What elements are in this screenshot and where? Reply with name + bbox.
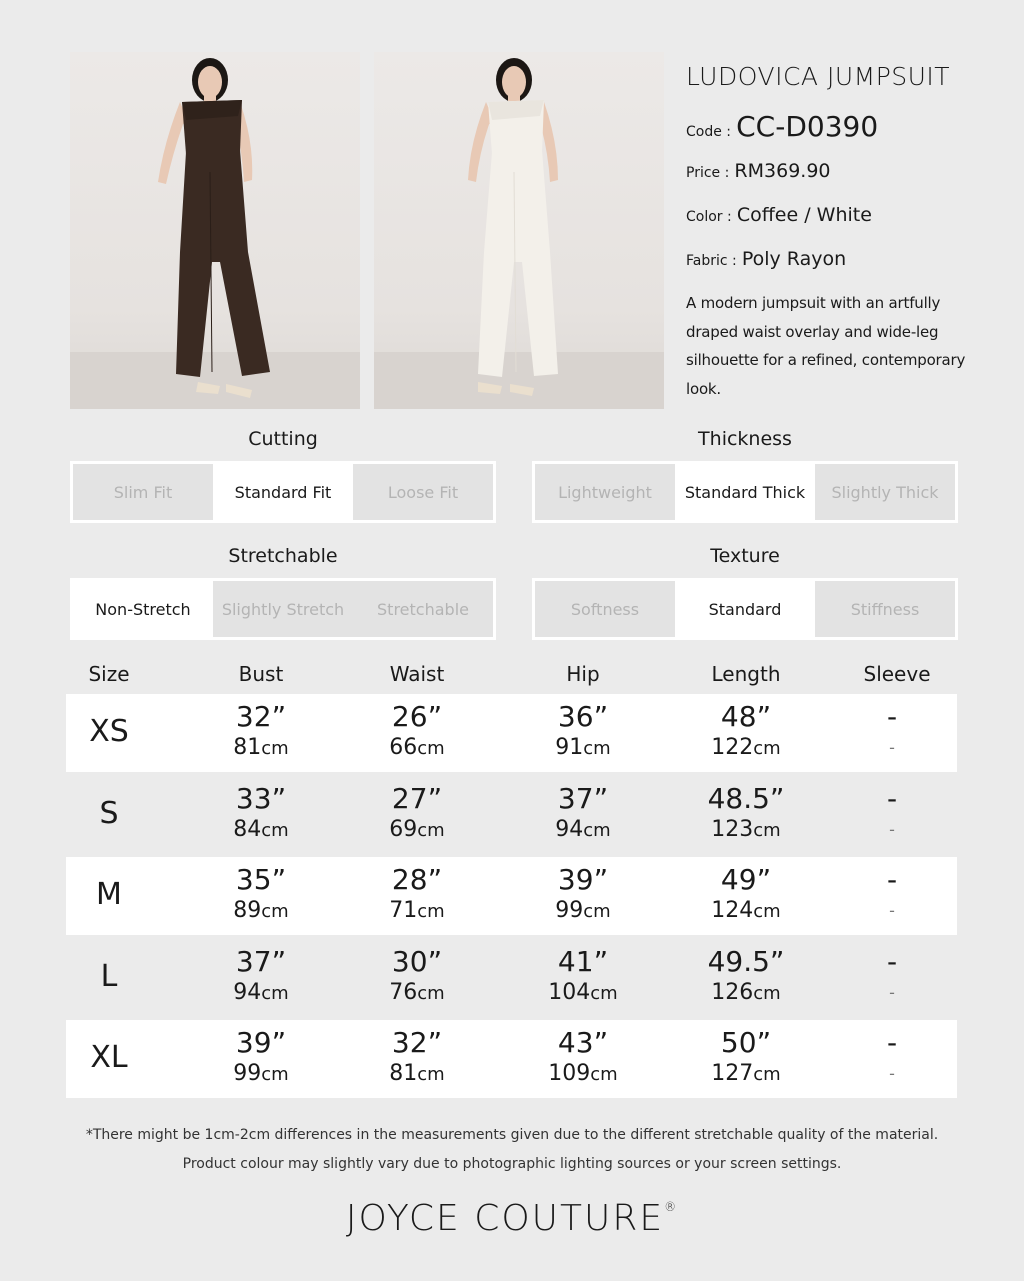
length-cm (711, 1060, 780, 1089)
inch-unit: ” (271, 782, 287, 815)
cm-unit: cm (417, 901, 445, 922)
sleeve-cm-value: - (889, 901, 895, 920)
product-photo-coffee (70, 52, 360, 409)
hip-cm (548, 1060, 617, 1089)
size-chart-header (66, 662, 957, 692)
length-inches (711, 1026, 780, 1060)
sleeve-inches-value: - (886, 945, 898, 978)
bust-inches (233, 1026, 288, 1060)
size-label: XS (89, 714, 129, 749)
length-inches-value: 48.5 (707, 782, 770, 815)
cm-unit: cm (753, 1064, 781, 1085)
bust-cm-value: 94 (233, 980, 262, 1005)
sleeve-cell (887, 782, 897, 844)
coffee-jumpsuit-illustration (70, 52, 360, 409)
product-fabric: Poly Rayon (741, 248, 847, 270)
inch-unit: ” (427, 1026, 443, 1059)
hip-cm-value: 104 (548, 980, 591, 1005)
hip-cm (555, 734, 610, 763)
waist-cm (389, 897, 444, 926)
thickness-title: Thickness (698, 428, 792, 450)
hip-inches-value: 37 (557, 782, 594, 815)
product-color: Coffee / White (736, 204, 872, 226)
bust-cell (233, 863, 288, 926)
product-color-row (686, 204, 872, 226)
length-cm-value: 127 (711, 1061, 754, 1086)
header-hip: Hip (566, 662, 600, 686)
thickness-option-lightweight: Lightweight (535, 464, 675, 520)
inch-unit: ” (769, 782, 785, 815)
cm-unit: cm (261, 983, 289, 1004)
brand-logo (0, 1198, 1024, 1239)
inch-unit: ” (271, 700, 287, 733)
waist-inches-value: 30 (391, 945, 428, 978)
length-cell (711, 1026, 780, 1089)
cm-unit: cm (590, 1064, 618, 1085)
sleeve-inches (887, 863, 897, 897)
hip-cm-value: 91 (555, 735, 584, 760)
waist-cell (389, 945, 444, 1008)
bust-cm-value: 99 (233, 1061, 262, 1086)
sleeve-cell (887, 1026, 897, 1088)
length-cm-value: 124 (711, 898, 754, 923)
cutting-option-standard-fit: Standard Fit (213, 464, 353, 520)
cm-unit: cm (417, 820, 445, 841)
inch-unit: ” (593, 863, 609, 896)
stretchable-option-non-stretch: Non-Stretch (73, 581, 213, 637)
registered-mark: ® (664, 1200, 679, 1214)
sleeve-cm (887, 897, 897, 925)
hip-inches (555, 782, 610, 816)
stretchable-title: Stretchable (228, 545, 338, 567)
hip-inches-value: 36 (557, 700, 594, 733)
sleeve-inches-value: - (886, 782, 898, 815)
cm-unit: cm (753, 901, 781, 922)
length-cell (708, 945, 785, 1008)
length-cm (711, 734, 780, 763)
bust-inches (233, 863, 288, 897)
waist-cm (389, 979, 444, 1008)
product-description: A modern jumpsuit with an artfully draped waist overlay and wide-leg silhouette for a refined, contemporary look. (686, 294, 966, 398)
bust-cm (233, 1060, 288, 1089)
length-cm (711, 897, 780, 926)
length-cm-value: 126 (711, 980, 754, 1005)
stretchable-option-stretchable: Stretchable (353, 581, 493, 637)
length-cm (708, 979, 785, 1008)
sleeve-inches-value: - (886, 863, 898, 896)
stretchable-selector (70, 578, 496, 640)
thickness-option-standard-thick: Standard Thick (675, 464, 815, 520)
cutting-title: Cutting (248, 428, 318, 450)
sleeve-inches (887, 782, 897, 816)
cm-unit: cm (753, 738, 781, 759)
waist-cm (389, 734, 444, 763)
hip-inches-value: 41 (557, 945, 594, 978)
inch-unit: ” (427, 700, 443, 733)
cm-unit: cm (261, 901, 289, 922)
hip-cell (555, 782, 610, 845)
cm-unit: cm (583, 901, 611, 922)
inch-unit: ” (756, 863, 772, 896)
bust-cm-value: 81 (233, 735, 262, 760)
cm-unit: cm (583, 820, 611, 841)
hip-cell (555, 700, 610, 763)
hip-inches (555, 700, 610, 734)
size-row-xs (66, 694, 957, 772)
waist-inches-value: 27 (391, 782, 428, 815)
hip-cm-value: 99 (555, 898, 584, 923)
bust-cm (233, 816, 288, 845)
hip-cm-value: 94 (555, 817, 584, 842)
length-inches (708, 782, 785, 816)
size-label: M (96, 877, 122, 912)
hip-inches (548, 1026, 617, 1060)
bust-cm-value: 89 (233, 898, 262, 923)
waist-inches (389, 945, 444, 979)
cm-unit: cm (261, 820, 289, 841)
waist-inches (389, 782, 444, 816)
sleeve-inches (887, 945, 897, 979)
waist-cell (389, 700, 444, 763)
inch-unit: ” (427, 863, 443, 896)
bust-cm-value: 84 (233, 817, 262, 842)
cm-unit: cm (753, 820, 781, 841)
inch-unit: ” (271, 1026, 287, 1059)
sleeve-cell (887, 863, 897, 925)
waist-inches-value: 28 (391, 863, 428, 896)
inch-unit: ” (427, 945, 443, 978)
product-price: RM369.90 (734, 160, 831, 182)
texture-selector (532, 578, 958, 640)
hip-cm (555, 897, 610, 926)
size-label: L (100, 959, 118, 994)
product-title: LUDOVICA JUMPSUIT (686, 62, 951, 91)
header-waist: Waist (389, 662, 445, 686)
cm-unit: cm (417, 983, 445, 1004)
product-price-row (686, 160, 831, 182)
inch-unit: ” (756, 1026, 772, 1059)
sleeve-inches (887, 700, 897, 734)
bust-cm (233, 979, 288, 1008)
product-photo-white (374, 52, 664, 409)
length-inches (711, 863, 780, 897)
size-row-m (66, 857, 957, 935)
cm-unit: cm (261, 738, 289, 759)
hip-inches (548, 945, 617, 979)
waist-cm-value: 71 (389, 898, 418, 923)
bust-cell (233, 945, 288, 1008)
length-inches (711, 700, 780, 734)
texture-option-stiffness: Stiffness (815, 581, 955, 637)
price-label: Price : (686, 165, 730, 181)
colour-note: Product colour may slightly vary due to photographic lighting sources or your screen settings. (182, 1156, 842, 1172)
thickness-selector (532, 461, 958, 523)
product-fabric-row (686, 248, 846, 270)
waist-cm-value: 69 (389, 817, 418, 842)
header-sleeve: Sleeve (863, 662, 931, 686)
texture-option-standard: Standard (675, 581, 815, 637)
sleeve-cm-value: - (889, 820, 895, 839)
product-code: CC-D0390 (736, 110, 879, 143)
bust-inches-value: 39 (235, 1026, 272, 1059)
size-row-l (66, 939, 957, 1017)
size-row-s (66, 776, 957, 854)
inch-unit: ” (769, 945, 785, 978)
bust-inches (233, 945, 288, 979)
size-label: S (99, 796, 119, 831)
waist-cell (389, 1026, 444, 1089)
sleeve-cm (887, 1060, 897, 1088)
waist-inches (389, 700, 444, 734)
sleeve-cm-value: - (889, 1064, 895, 1083)
sleeve-cm (887, 734, 897, 762)
measurement-note: *There might be 1cm-2cm differences in the measurements given due to the different stretchable quality of the material. (85, 1127, 939, 1143)
hip-cell (555, 863, 610, 926)
cm-unit: cm (753, 983, 781, 1004)
bust-cm (233, 734, 288, 763)
length-inches-value: 49 (720, 863, 757, 896)
bust-cell (233, 782, 288, 845)
length-inches-value: 48 (720, 700, 757, 733)
length-cm-value: 123 (711, 817, 754, 842)
cutting-selector (70, 461, 496, 523)
cm-unit: cm (583, 738, 611, 759)
hip-cell (548, 945, 617, 1008)
inch-unit: ” (427, 782, 443, 815)
waist-inches-value: 32 (391, 1026, 428, 1059)
product-code-row (686, 110, 878, 143)
bust-cell (233, 1026, 288, 1089)
waist-cm (389, 1060, 444, 1089)
hip-cell (548, 1026, 617, 1089)
bust-inches-value: 35 (235, 863, 272, 896)
hip-cm (555, 816, 610, 845)
header-size: Size (88, 662, 130, 686)
waist-cm (389, 816, 444, 845)
fabric-label: Fabric : (686, 253, 737, 269)
sleeve-cm (887, 816, 897, 844)
color-label: Color : (686, 209, 732, 225)
cm-unit: cm (261, 1064, 289, 1085)
size-row-xl (66, 1020, 957, 1098)
inch-unit: ” (593, 945, 609, 978)
sleeve-inches-value: - (886, 1026, 898, 1059)
texture-title: Texture (710, 545, 780, 567)
waist-inches (389, 1026, 444, 1060)
bust-inches-value: 37 (235, 945, 272, 978)
stretchable-option-slightly-stretch: Slightly Stretch (213, 581, 353, 637)
sleeve-cm (887, 979, 897, 1007)
cm-unit: cm (417, 738, 445, 759)
code-label: Code : (686, 124, 732, 140)
length-cell (708, 782, 785, 845)
sleeve-inches (887, 1026, 897, 1060)
waist-cell (389, 782, 444, 845)
bust-inches (233, 700, 288, 734)
sleeve-cell (887, 945, 897, 1007)
header-bust: Bust (238, 662, 284, 686)
hip-inches-value: 43 (557, 1026, 594, 1059)
inch-unit: ” (593, 1026, 609, 1059)
hip-cm-value: 109 (548, 1061, 591, 1086)
cutting-option-slim-fit: Slim Fit (73, 464, 213, 520)
length-cell (711, 863, 780, 926)
length-inches-value: 50 (720, 1026, 757, 1059)
texture-option-softness: Softness (535, 581, 675, 637)
waist-cell (389, 863, 444, 926)
hip-inches (555, 863, 610, 897)
sleeve-cell (887, 700, 897, 762)
sleeve-cm-value: - (889, 738, 895, 757)
hip-cm (548, 979, 617, 1008)
length-cm (708, 816, 785, 845)
waist-cm-value: 81 (389, 1061, 418, 1086)
length-cell (711, 700, 780, 763)
brand-name: JOYCE COUTURE (345, 1198, 665, 1239)
inch-unit: ” (271, 945, 287, 978)
bust-cell (233, 700, 288, 763)
inch-unit: ” (593, 700, 609, 733)
length-inches-value: 49.5 (707, 945, 770, 978)
bust-inches-value: 32 (235, 700, 272, 733)
sleeve-inches-value: - (886, 700, 898, 733)
hip-inches-value: 39 (557, 863, 594, 896)
cm-unit: cm (590, 983, 618, 1004)
sleeve-cm-value: - (889, 983, 895, 1002)
waist-inches (389, 863, 444, 897)
waist-cm-value: 76 (389, 980, 418, 1005)
length-inches (708, 945, 785, 979)
cm-unit: cm (417, 1064, 445, 1085)
inch-unit: ” (756, 700, 772, 733)
bust-inches-value: 33 (235, 782, 272, 815)
inch-unit: ” (271, 863, 287, 896)
length-cm-value: 122 (711, 735, 754, 760)
cutting-option-loose-fit: Loose Fit (353, 464, 493, 520)
bust-inches (233, 782, 288, 816)
thickness-option-slightly-thick: Slightly Thick (815, 464, 955, 520)
inch-unit: ” (593, 782, 609, 815)
size-label: XL (90, 1040, 128, 1075)
white-jumpsuit-illustration (374, 52, 664, 409)
header-length: Length (711, 662, 781, 686)
waist-cm-value: 66 (389, 735, 418, 760)
waist-inches-value: 26 (391, 700, 428, 733)
bust-cm (233, 897, 288, 926)
